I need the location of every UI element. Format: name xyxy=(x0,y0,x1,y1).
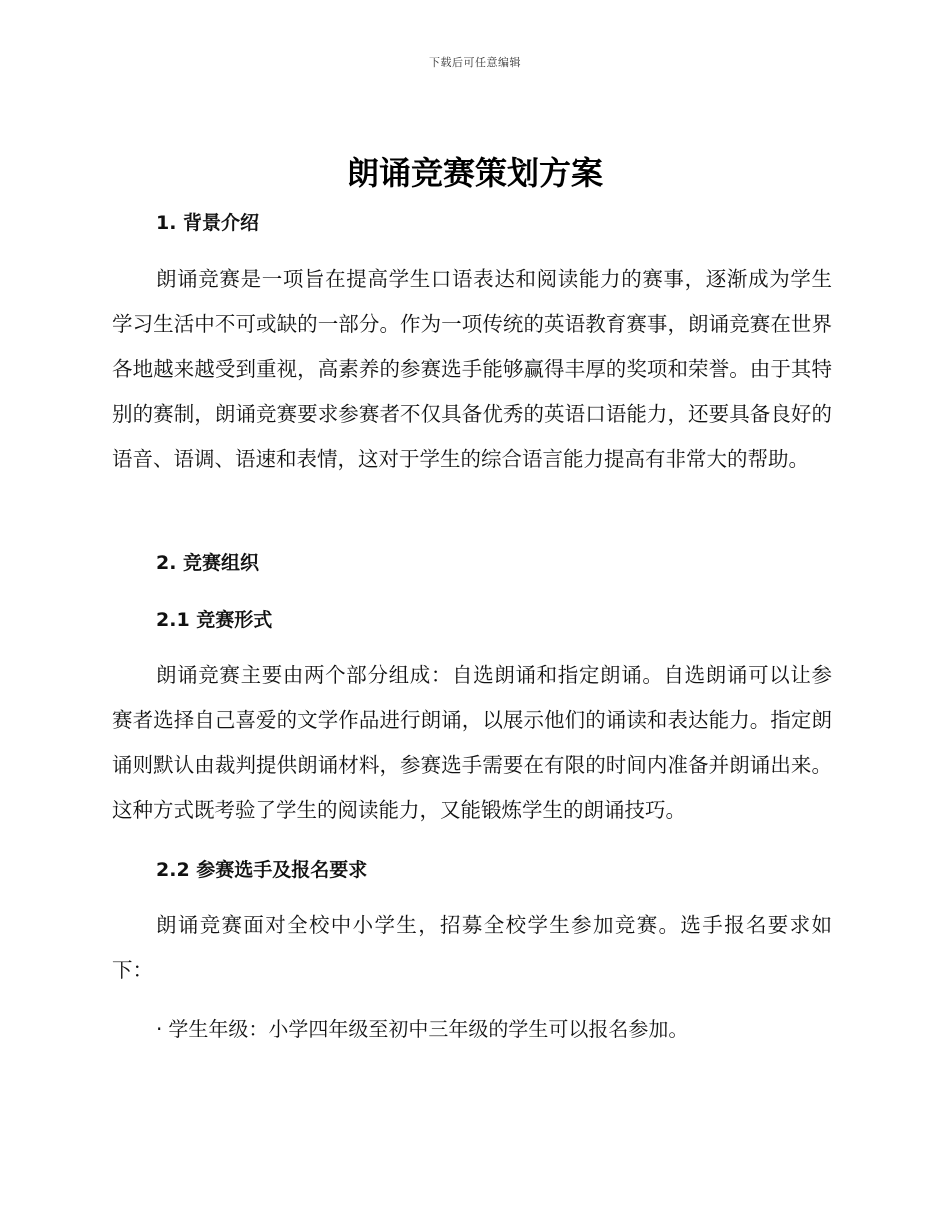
section-heading-background: 1. 背景介绍 xyxy=(156,212,260,234)
list-item xyxy=(156,1013,688,1042)
document-title: 朗诵竞赛策划方案 xyxy=(346,154,603,192)
bullet-dot: · xyxy=(156,1017,163,1041)
section-heading-organization: 2. 竞赛组织 xyxy=(156,552,260,574)
paragraph-requirements: 朗诵竞赛面对全校中小学生，招募全校学生参加竞赛。选手报名要求如下： xyxy=(112,913,832,982)
subsection-heading-requirements: 2.2 参赛选手及报名要求 xyxy=(156,859,368,881)
subsection-heading-format: 2.1 竞赛形式 xyxy=(156,609,273,631)
header-note: 下载后可任意编辑 xyxy=(429,56,521,69)
list-item-text: 学生年级：小学四年级至初中三年级的学生可以报名参加。 xyxy=(168,1017,689,1041)
paragraph-background: 朗诵竞赛是一项旨在提高学生口语表达和阅读能力的赛事，逐渐成为学生学习生活中不可或缺的一部分。作为一项传统的英语教育赛事，朗诵竞赛在世界各地越来越受到重视，高素养的参赛选手能够赢得丰厚的奖项和荣誉。由于其特别的赛制，朗诵竞赛要求参赛者不仅具备优秀的英语口语能力，还要具备良好的语音、语调、语速和表情，这对于学生的综合语言能力提高有非常大的帮助。 xyxy=(112,267,832,471)
paragraph-format: 朗诵竞赛主要由两个部分组成：自选朗诵和指定朗诵。自选朗诵可以让参赛者选择自己喜爱的文学作品进行朗诵，以展示他们的诵读和表达能力。指定朗诵则默认由裁判提供朗诵材料，参赛选手需要在有限的时间内准备并朗诵出来。这种方式既考验了学生的阅读能力，又能锻炼学生的朗诵技巧。 xyxy=(112,663,832,822)
